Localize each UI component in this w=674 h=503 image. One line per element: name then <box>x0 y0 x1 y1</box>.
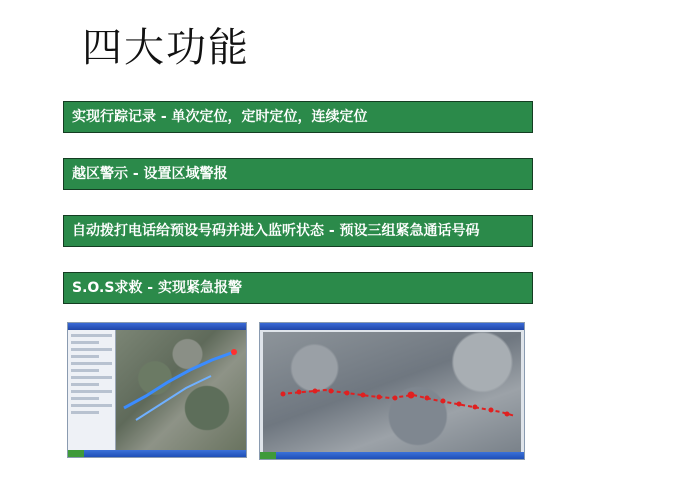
feature-bar-geofence <box>63 158 533 190</box>
feature-bar-sos <box>63 272 533 304</box>
feature-label: 实现行踪记录 - 单次定位，定时定位，连续定位 <box>72 109 368 125</box>
window-titlebar <box>68 323 246 330</box>
feature-label: 越区警示 - 设置区域警报 <box>72 166 228 182</box>
feature-label: 自动拨打电话给预设号码并进入监听状态 - 预设三组紧急通话号码 <box>72 223 480 239</box>
taskbar <box>260 452 524 459</box>
blue-route-icon <box>116 330 246 450</box>
taskbar <box>68 450 246 457</box>
feature-bar-auto-dial <box>63 215 533 247</box>
device-tree-panel <box>68 330 116 450</box>
browser-titlebar <box>260 323 524 330</box>
tracking-software-screenshot <box>67 322 247 458</box>
slide-title: 四大功能 <box>82 25 250 71</box>
browser-map-screenshot <box>259 322 525 460</box>
feature-bar-tracking <box>63 101 533 133</box>
feature-label: S.O.S求救 - 实现紧急报警 <box>72 280 242 296</box>
red-marker-route-icon <box>263 332 523 454</box>
